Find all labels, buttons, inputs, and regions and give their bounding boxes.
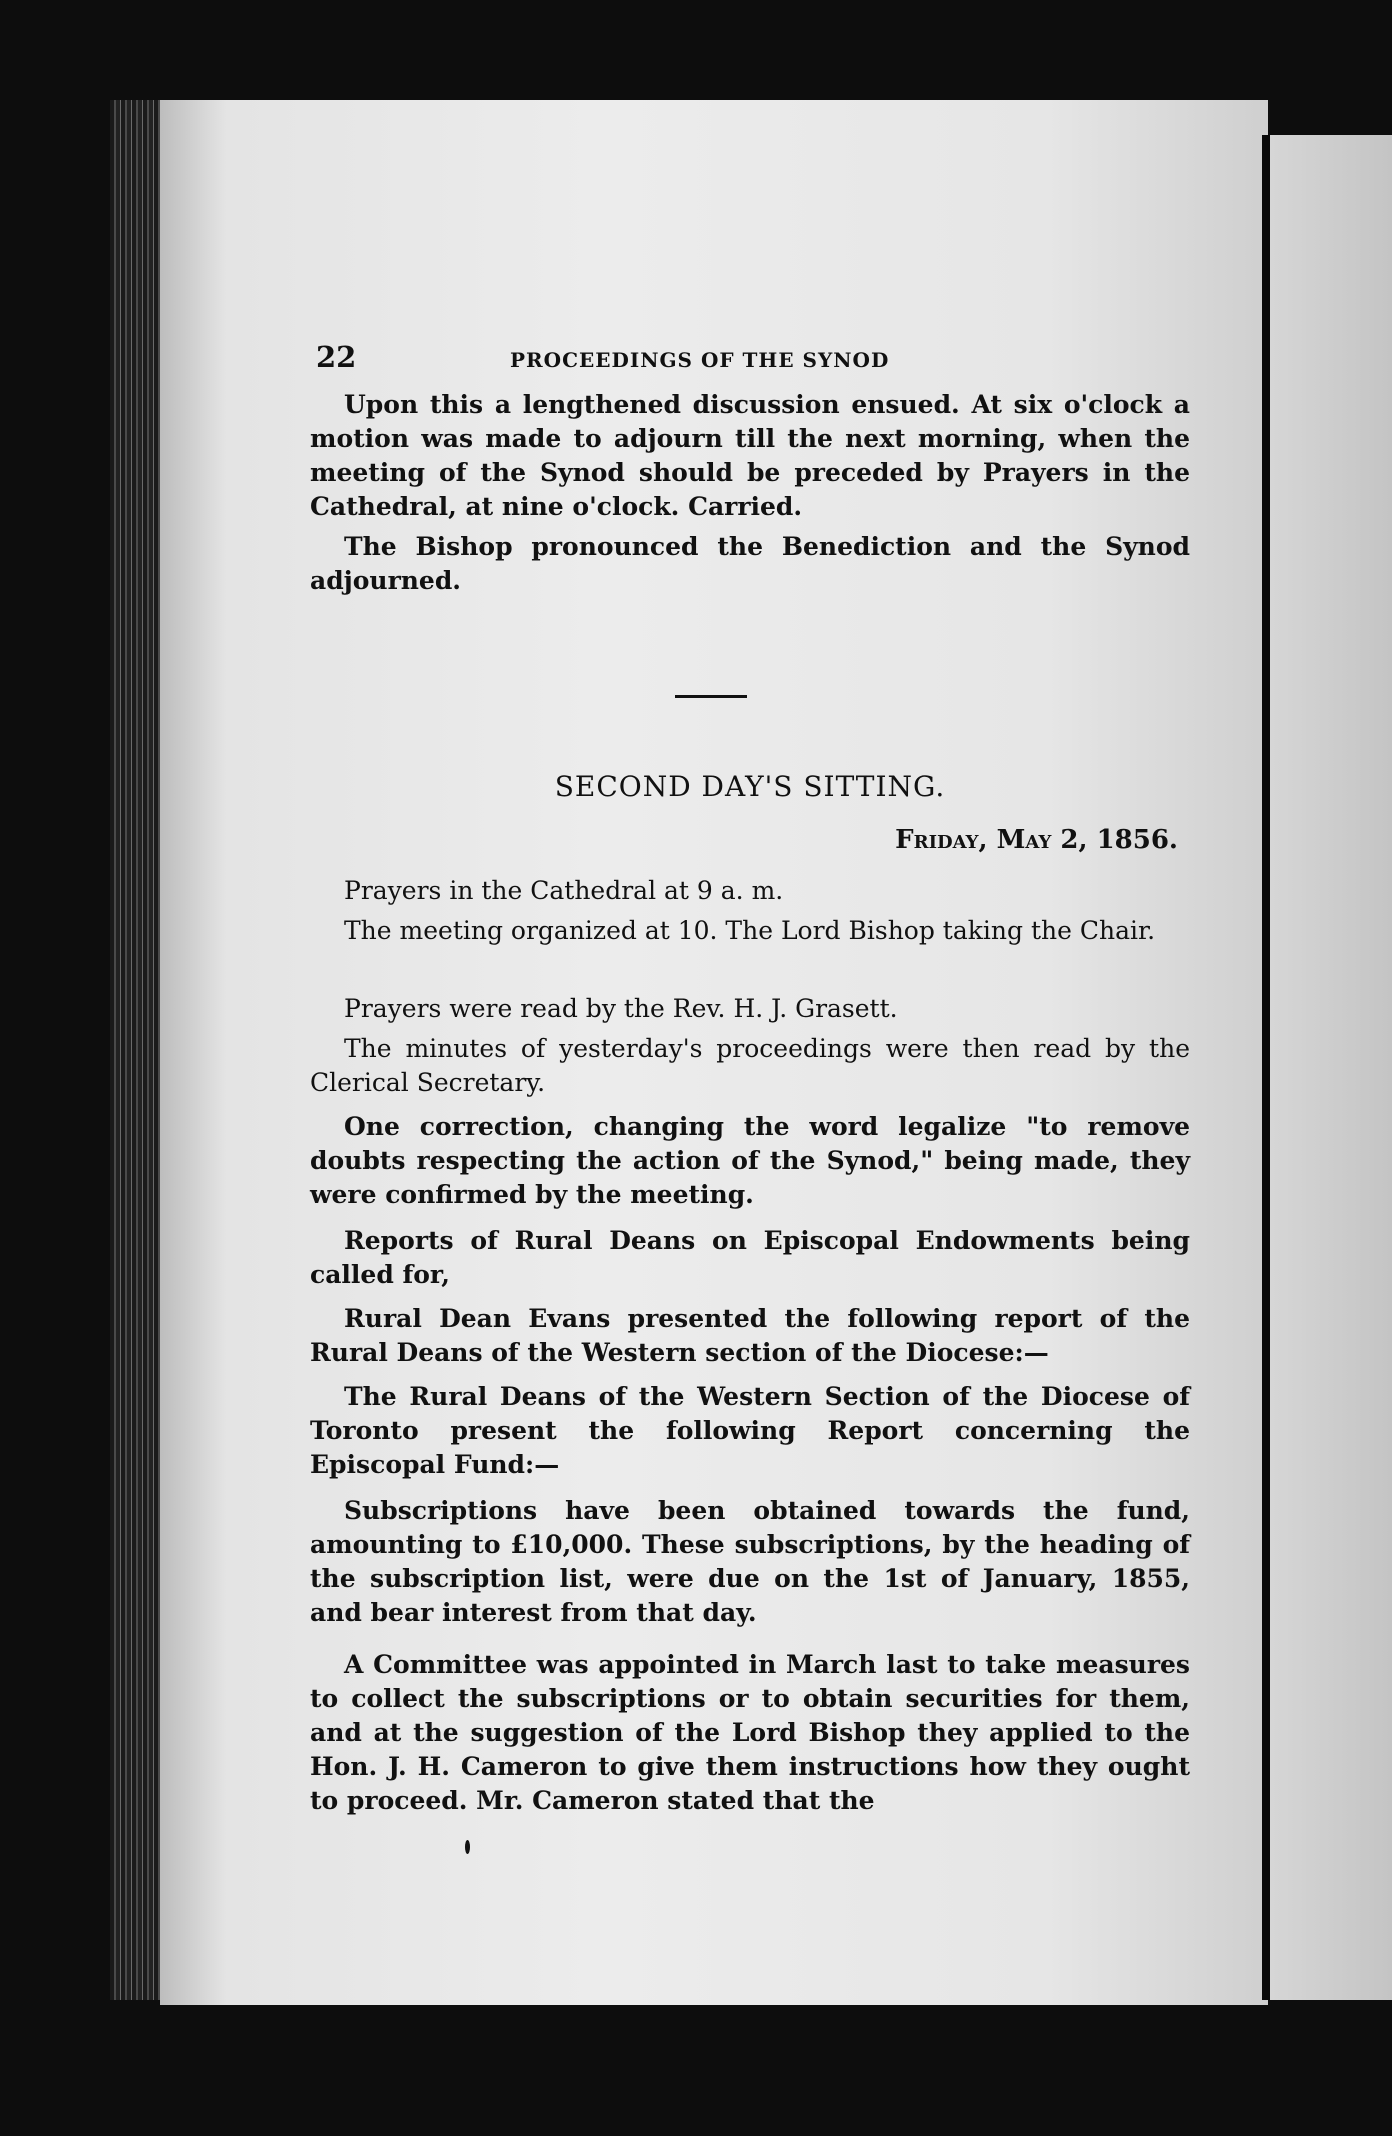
paragraph-text: A Committee was appointed in March last to take measures to collect the subscriptions or to obtain securities for them, and at the suggestion of the Lord Bishop they applied to the Hon. J. H. Cameron to give them instructions how they ought to proceed. Mr. Cameron stated that the bbox=[310, 1650, 1190, 1815]
ink-speck bbox=[465, 1840, 470, 1854]
paragraph-meeting-organized bbox=[310, 914, 1190, 948]
paragraph-text: The minutes of yesterday's proceedings were then read by the Clerical Secretary. bbox=[310, 1034, 1190, 1097]
paragraph-text: Prayers in the Cathedral at 9 a. m. bbox=[344, 876, 784, 905]
book-page bbox=[160, 100, 1268, 2005]
paragraph-rural-deans-report bbox=[310, 1380, 1190, 1482]
paragraph-text: Reports of Rural Deans on Episcopal Endowments being called for, bbox=[310, 1226, 1190, 1289]
section-divider-rule bbox=[675, 695, 747, 698]
paragraph-subscriptions bbox=[310, 1494, 1190, 1630]
paragraph-evans-report bbox=[310, 1302, 1190, 1370]
paragraph-text: Rural Dean Evans presented the following report of the Rural Deans of the Western section of the Diocese:— bbox=[310, 1304, 1190, 1367]
paragraph-text: Subscriptions have been obtained towards the fund, amounting to £10,000. These subscriptions, by the heading of the subscription list, were due on the 1st of January, 1855, and bear interest from that day. bbox=[310, 1496, 1190, 1627]
paragraph-text: Prayers were read by the Rev. H. J. Grasett. bbox=[344, 994, 898, 1023]
paragraph-minutes-read bbox=[310, 1032, 1190, 1100]
paragraph-text: The meeting organized at 10. The Lord Bishop taking the Chair. bbox=[344, 916, 1156, 945]
paragraph-committee bbox=[310, 1648, 1190, 1818]
dateline: Friday, May 2, 1856. bbox=[895, 825, 1178, 855]
page-number: 22 bbox=[316, 340, 357, 374]
paragraph-prayers-cathedral bbox=[310, 874, 1190, 908]
running-title: PROCEEDINGS OF THE SYNOD bbox=[510, 348, 890, 372]
paragraph-text: The Rural Deans of the Western Section of the Diocese of Toronto present the following Report concerning the Episcopal Fund:— bbox=[310, 1382, 1190, 1479]
paragraph-prayers-read bbox=[310, 992, 1190, 1026]
section-heading: SECOND DAY'S SITTING. bbox=[554, 770, 946, 803]
paragraph-adjournment-motion bbox=[310, 388, 1190, 524]
paragraph-text: Upon this a lengthened discussion ensued. At six o'clock a motion was made to adjourn till the next morning, when the meeting of the Synod should be preceded by Prayers in the Cathedral, at nine o'clock. Carried. bbox=[310, 390, 1190, 521]
paragraph-text: The Bishop pronounced the Benediction and the Synod adjourned. bbox=[310, 532, 1190, 595]
paragraph-correction bbox=[310, 1110, 1190, 1212]
paragraph-text: One correction, changing the word legalize "to remove doubts respecting the action of the Synod," being made, they were confirmed by the meeting. bbox=[310, 1112, 1190, 1209]
running-head bbox=[310, 340, 1190, 376]
paragraph-benediction bbox=[310, 530, 1190, 598]
page-gutter-shadow bbox=[1262, 135, 1270, 2000]
paragraph-reports-called bbox=[310, 1224, 1190, 1292]
adjacent-page-edge bbox=[1270, 135, 1392, 2000]
